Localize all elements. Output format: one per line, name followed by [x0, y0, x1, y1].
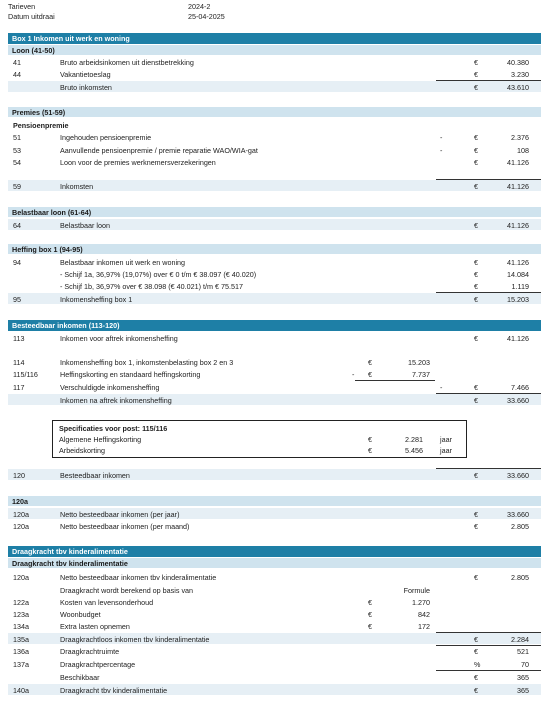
- row-label: Draagkracht wordt berekend op basis van: [60, 586, 194, 595]
- row-label: Vakantietoeslag: [60, 70, 111, 79]
- row-amount: 41.126: [507, 334, 529, 343]
- row-amount: 108: [517, 146, 529, 155]
- row-amount: 365: [517, 686, 529, 695]
- row-label: Aanvullende pensioenpremie / premie reparatie WAO/WIA-gat: [60, 146, 258, 155]
- row-label: Inkomensheffing box 1, inkomstenbelasting box 2 en 3: [60, 358, 234, 367]
- row-amount: 3.230: [511, 70, 529, 79]
- row-amount: 365: [517, 673, 529, 682]
- row-label: Loon voor de premies werknemersverzekeringen: [60, 158, 216, 167]
- row-mid-sign: -: [352, 370, 355, 379]
- row-code: 113: [13, 334, 25, 343]
- row-sign: -: [440, 146, 443, 155]
- row-amount: 2.284: [511, 635, 529, 644]
- netto-section-header: [8, 496, 541, 506]
- draagkracht-subtitle: Draagkracht tbv kinderalimentatie: [12, 559, 128, 568]
- row-currency: €: [474, 686, 478, 695]
- total-rule: [436, 670, 541, 671]
- row-code: 114: [13, 358, 25, 367]
- header-label-datum: Datum uitdraai: [8, 12, 55, 21]
- loon-title: Loon (41-50): [12, 46, 55, 55]
- row-label: Netto besteedbaar inkomen (per maand): [60, 522, 190, 531]
- heffing-total-row: [8, 293, 541, 304]
- row-currency: %: [474, 660, 481, 669]
- spec-label: Algemene Heffingskorting: [59, 435, 142, 444]
- row-currency: €: [474, 182, 478, 191]
- row-code: 134a: [13, 622, 29, 631]
- subtotal-rule: [355, 380, 435, 381]
- spec-unit: jaar: [440, 446, 452, 455]
- row-label: Netto besteedbaar inkomen (per jaar): [60, 510, 180, 519]
- box1-title: Box 1 Inkomen uit werk en woning: [12, 34, 130, 43]
- premies-section-header: [8, 107, 541, 117]
- row-mid-amount: 7.737: [412, 370, 430, 379]
- row-code: 120a: [13, 573, 29, 582]
- row-currency: €: [474, 383, 478, 392]
- row-label: Bruto inkomsten: [60, 83, 112, 92]
- row-amount: 1.119: [511, 282, 529, 291]
- besteedbaar-subtotal-row: [8, 394, 541, 405]
- row-amount: 33.660: [507, 471, 529, 480]
- row-label: Belastbaar loon: [60, 221, 110, 230]
- row-code: 41: [13, 58, 21, 67]
- row-code: 53: [13, 146, 21, 155]
- row-amount: 41.126: [507, 221, 529, 230]
- row-amount: 521: [517, 647, 529, 656]
- row-amount: 14.084: [507, 270, 529, 279]
- heffing-title: Heffing box 1 (94-95): [12, 245, 83, 254]
- row-label: - Schijf 1b, 36,97% over € 38.098 (€ 40.021) t/m € 75.517: [60, 282, 243, 291]
- row-code: 122a: [13, 598, 29, 607]
- row-amount: 2.805: [511, 573, 529, 582]
- spec-unit: jaar: [440, 435, 452, 444]
- row-code: 120a: [13, 510, 29, 519]
- row-code: 135a: [13, 635, 29, 644]
- row-amount: 41.126: [507, 258, 529, 267]
- row-label: Draagkracht tbv kinderalimentatie: [60, 686, 168, 695]
- draagkracht-title: Draagkracht tbv kinderalimentatie: [12, 547, 128, 556]
- row-code: 136a: [13, 647, 29, 656]
- row-label: Draagkrachtloos inkomen tbv kinderalimentatie: [60, 635, 210, 644]
- row-code: 94: [13, 258, 21, 267]
- row-code: 54: [13, 158, 21, 167]
- row-currency: €: [474, 70, 478, 79]
- belastbaar-row: [8, 219, 541, 230]
- total-rule: [436, 645, 541, 646]
- row-code: 59: [13, 182, 21, 191]
- spec-currency: €: [368, 446, 372, 455]
- row-currency: €: [474, 258, 478, 267]
- row-currency: €: [474, 270, 478, 279]
- row-mid-currency: €: [368, 370, 372, 379]
- row-label: - Schijf 1a, 36,97% (19,07%) over € 0 t/m € 38.097 (€ 40.020): [60, 270, 257, 279]
- header-value-tarieven: 2024-2: [188, 2, 211, 11]
- row-currency: €: [474, 282, 478, 291]
- premies-total-row: [8, 180, 541, 191]
- row-mid-currency: €: [368, 598, 372, 607]
- row-code: 115/116: [13, 370, 38, 379]
- row-label: Inkomen na aftrek inkomensheffing: [60, 396, 172, 405]
- row-label: Netto besteedbaar inkomen tbv kinderalimentatie: [60, 573, 217, 582]
- box1-section-header: [8, 33, 541, 44]
- row-amount: 41.126: [507, 182, 529, 191]
- row-label: Belastbaar inkomen uit werk en woning: [60, 258, 186, 267]
- row-label: Beschikbaar: [60, 673, 100, 682]
- row-label: Kosten van levensonderhoud: [60, 598, 154, 607]
- row-currency: €: [474, 83, 478, 92]
- row-mid-amount: 1.270: [412, 598, 430, 607]
- row-label: Bruto arbeidsinkomen uit dienstbetrekking: [60, 58, 194, 67]
- besteedbaar-section-header: [8, 320, 541, 331]
- premies-subtitle: Pensioenpremie: [13, 121, 69, 130]
- row-currency: €: [474, 221, 478, 230]
- loon-section-header: [8, 45, 541, 55]
- row-amount: 70: [521, 660, 529, 669]
- row-code: 123a: [13, 610, 29, 619]
- netto-row: [8, 508, 541, 519]
- spec-title: Specificaties voor post: 115/116: [59, 424, 168, 433]
- row-sign: -: [440, 133, 443, 142]
- row-amount: 7.466: [511, 383, 529, 392]
- row-code: 117: [13, 383, 25, 392]
- row-code: 51: [13, 133, 21, 142]
- row-code: 95: [13, 295, 21, 304]
- draagkracht-section-header: [8, 546, 541, 557]
- besteedbaar-title: Besteedbaar inkomen (113-120): [12, 321, 120, 330]
- row-code: 120a: [13, 522, 29, 531]
- row-amount: 33.660: [507, 510, 529, 519]
- row-label: Draagkrachtruimte: [60, 647, 120, 656]
- row-currency: €: [474, 635, 478, 644]
- row-code: 137a: [13, 660, 29, 669]
- header-value-datum: 25-04-2025: [188, 12, 225, 21]
- row-label: Extra lasten opnemen: [60, 622, 130, 631]
- row-currency: €: [474, 647, 478, 656]
- row-label: Heffingskorting en standaard heffingskorting: [60, 370, 201, 379]
- draagkracht-subheader: [8, 558, 541, 568]
- row-mid-amount: 15.203: [408, 358, 430, 367]
- header-label-tarieven: Tarieven: [8, 2, 36, 11]
- row-label: Ingehouden pensioenpremie: [60, 133, 152, 142]
- spec-label: Arbeidskorting: [59, 446, 105, 455]
- row-mid-currency: €: [368, 358, 372, 367]
- spec-currency: €: [368, 435, 372, 444]
- row-amount: 2.805: [511, 522, 529, 531]
- row-amount: 43.610: [507, 83, 529, 92]
- row-label: Inkomen voor aftrek inkomensheffing: [60, 334, 178, 343]
- row-label: Woonbudget: [60, 610, 101, 619]
- row-currency: €: [474, 573, 478, 582]
- row-label: Besteedbaar inkomen: [60, 471, 130, 480]
- heffing-section-header: [8, 244, 541, 254]
- row-mid-amount: 842: [418, 610, 430, 619]
- draagkracht-result-row: [8, 684, 541, 695]
- row-label: Verschuldigde inkomensheffing: [60, 383, 160, 392]
- belastbaar-title: Belastbaar loon (61-64): [12, 208, 92, 217]
- spec-amount: 5.456: [405, 446, 423, 455]
- row-mid-currency: €: [368, 622, 372, 631]
- row-code: 120: [13, 471, 25, 480]
- spec-amount: 2.281: [405, 435, 423, 444]
- netto-title: 120a: [12, 497, 28, 506]
- loon-total-row: [8, 81, 541, 92]
- besteedbaar-result-row: [8, 469, 541, 480]
- row-amount: 15.203: [507, 295, 529, 304]
- row-currency: €: [474, 295, 478, 304]
- row-currency: €: [474, 396, 478, 405]
- row-amount: 2.376: [511, 133, 529, 142]
- row-label: Inkomensheffing box 1: [60, 295, 133, 304]
- row-sign: -: [440, 383, 443, 392]
- row-currency: €: [474, 471, 478, 480]
- row-label: Draagkrachtpercentage: [60, 660, 136, 669]
- row-mid-amount: 172: [418, 622, 430, 631]
- belastbaar-section-header: [8, 207, 541, 217]
- row-amount: 33.660: [507, 396, 529, 405]
- row-code: 64: [13, 221, 21, 230]
- row-code: 44: [13, 70, 21, 79]
- row-currency: €: [474, 510, 478, 519]
- row-amount: 40.380: [507, 58, 529, 67]
- row-mid-currency: €: [368, 610, 372, 619]
- row-currency: €: [474, 334, 478, 343]
- row-amount: 41.126: [507, 158, 529, 167]
- row-currency: €: [474, 673, 478, 682]
- premies-title: Premies (51-59): [12, 108, 66, 117]
- row-mid-amount: Formule: [403, 586, 430, 595]
- row-currency: €: [474, 133, 478, 142]
- specification-box: [52, 420, 467, 458]
- row-currency: €: [474, 522, 478, 531]
- row-currency: €: [474, 146, 478, 155]
- draagkracht-row: [8, 633, 541, 644]
- row-code: 140a: [13, 686, 29, 695]
- row-currency: €: [474, 58, 478, 67]
- row-currency: €: [474, 158, 478, 167]
- row-label: Inkomsten: [60, 182, 94, 191]
